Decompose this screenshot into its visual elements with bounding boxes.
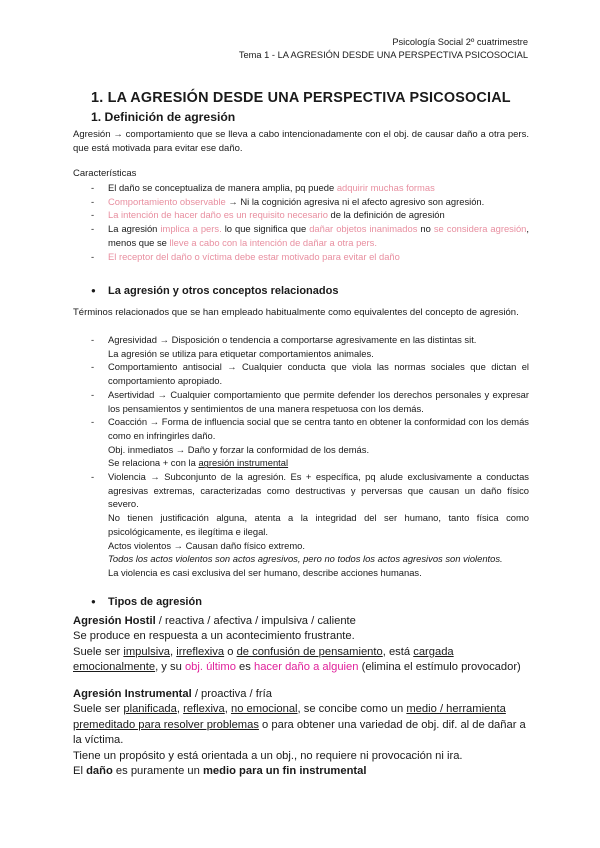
item-text: no bbox=[417, 223, 434, 235]
highlight-text: adquirir muchas formas bbox=[336, 182, 435, 193]
highlight-text: se considera agresión bbox=[433, 223, 527, 235]
hostil-description: Suele ser impulsiva, irreflexiva o de confusión de pensamiento, está cargada emocionalmente, y su obj. último es hacer daño a alguien (elimina el estímulo provocador) bbox=[73, 645, 521, 674]
header-topic: Tema 1 - LA AGRESIÓN DESDE UNA PERSPECTIVA PSICOSOCIAL bbox=[238, 49, 528, 60]
list-item: - El receptor del daño o víctima debe estar motivado para evitar el daño bbox=[91, 250, 400, 262]
highlight-text: La intención de hacer daño es un requisito necesario bbox=[108, 209, 328, 221]
list-item: - Coacción → Forma de influencia social que se centra tanto en obtener la conformidad con los demás como en infringirles daño. Obj. inmediatos → Daño y forzar la conformidad de los demás. Se relaciona + con la agresión instrumental bbox=[91, 416, 529, 469]
section-heading-tipos bbox=[91, 596, 202, 608]
header-course: Psicología Social 2º cuatrimestre bbox=[392, 37, 528, 47]
definition-paragraph: Agresión → comportamiento que se lleva a cabo intencionadamente con el obj. de causar daño a otra pers. que está motivada para evitar ese daño. bbox=[73, 129, 529, 154]
highlight-text: dañar objetos inanimados bbox=[309, 223, 418, 235]
item-text: El daño se conceptualiza de manera amplia, pq puede bbox=[108, 182, 337, 193]
item-text: Coacción → Forma de influencia social que se centra tanto en obtener la conformidad con los demás como en infringirles daño. bbox=[108, 416, 529, 441]
highlight-text: El receptor del daño o víctima debe estar motivado para evitar el daño bbox=[108, 250, 400, 262]
item-extra: La violencia es casi exclusiva del ser humano, describe acciones humanas. bbox=[108, 566, 422, 578]
underlined-text: agresión instrumental bbox=[198, 457, 289, 469]
item-text: , menos que se bbox=[108, 223, 529, 248]
item-extra: No tienen justificación alguna, atenta a la integridad del ser humano, tanto física como psicológicamente, es ilegítima e ilegal. bbox=[108, 512, 529, 537]
hostil-block bbox=[73, 614, 533, 676]
conceptos-intro: Términos relacionados que se han empleado habitualmente como equivalentes del concepto de agresión. bbox=[73, 307, 519, 318]
item-text: La agresión bbox=[108, 223, 161, 235]
instrumental-title: Agresión Instrumental / proactiva / fría bbox=[73, 688, 272, 700]
item-text: Agresividad → Disposición o tendencia a comportarse agresivamente en las distintas sit. bbox=[108, 334, 477, 345]
heading-text: La agresión y otros conceptos relacionados bbox=[108, 285, 339, 297]
highlight-text: Comportamiento observable bbox=[108, 195, 226, 207]
list-item: - La agresión implica a pers. lo que significa que dañar objetos inanimados no se considera agresión, menos que se lleve a cabo con la intención de dañar a otra pers. bbox=[91, 223, 529, 248]
item-text: Asertividad → Cualquier comportamiento que permite defender los derechos personales y expresar los pensamientos y sentimientos de una manera respetuosa con los demás. bbox=[108, 388, 529, 414]
list-item: - La intención de hacer daño es un requisito necesario de la definición de agresión bbox=[91, 209, 445, 221]
bullet-icon: ● bbox=[91, 286, 96, 295]
item-extra: La agresión se utiliza para etiquetar comportamientos animales. bbox=[108, 347, 374, 359]
list-item: - Comportamiento antisocial → Cualquier conducta que viola las normas sociales que dictan el comportamiento apropiado. bbox=[91, 361, 529, 387]
item-text: → Ni la cognición agresiva ni el afecto agresivo son agresión. bbox=[225, 195, 485, 207]
highlight-text: implica a pers. bbox=[160, 223, 222, 235]
item-text: lo que significa que bbox=[221, 223, 310, 235]
item-extra: Obj. inmediatos → Daño y forzar la conformidad de los demás. bbox=[108, 443, 370, 455]
instrumental-conclusion: El daño es puramente un medio para un fin instrumental bbox=[73, 765, 367, 778]
instrumental-description: Suele ser planificada, reflexiva, no emocional, se concibe como un medio / herramienta premeditado para resolver problemas o para obtener una variedad de obj. dif. al de dañar a la víctima. bbox=[73, 703, 526, 747]
list-item: - Asertividad → Cualquier comportamiento que permite defender los derechos personales y expresar los pensamientos y sentimientos de una manera respetuosa con los demás. bbox=[91, 388, 529, 414]
page-title: 1. LA AGRESIÓN DESDE UNA PERSPECTIVA PSICOSOCIAL bbox=[91, 90, 511, 106]
item-extra: Se relaciona + con la bbox=[108, 457, 199, 469]
hostil-title: Agresión Hostil / reactiva / afectiva / impulsiva / caliente bbox=[73, 615, 356, 627]
section-title-definicion: 1. Definición de agresión bbox=[91, 110, 236, 124]
list-item: - Agresividad → Disposición o tendencia a comportarse agresivamente en las distintas sit. La agresión se utiliza para etiquetar comportamientos animales. bbox=[91, 334, 477, 359]
section-heading-conceptos bbox=[91, 285, 338, 297]
item-extra: Actos violentos → Causan daño físico extremo. bbox=[108, 539, 305, 551]
caracteristicas-list bbox=[91, 181, 529, 263]
hostil-line: Se produce en respuesta a un acontecimiento frustrante. bbox=[73, 630, 355, 643]
list-item: - El daño se conceptualiza de manera amplia, pq puede adquirir muchas formas bbox=[91, 182, 435, 193]
instrumental-block bbox=[73, 687, 533, 779]
heading-text: Tipos de agresión bbox=[108, 596, 202, 608]
conceptos-list bbox=[91, 333, 529, 580]
item-text: de la definición de agresión bbox=[327, 209, 445, 221]
bullet-icon: ● bbox=[91, 597, 96, 606]
instrumental-line: Tiene un propósito y está orientada a un obj., no requiere ni provocación ni ira. bbox=[73, 749, 463, 762]
highlight-text: lleve a cabo con la intención de dañar a otra pers. bbox=[169, 236, 377, 248]
item-text: Comportamiento antisocial → Cualquier conducta que viola las normas sociales que dictan el comportamiento apropiado. bbox=[108, 361, 529, 387]
list-item: - Violencia → Subconjunto de la agresión. Es + específica, pq alude exclusivamente a conductas agresivas extremas, caracterizadas como destructivas y perversas que causan un daño físico severo. No tienen justificación alguna, atenta a la integridad del ser humano, tanto física como psicológicamente, es ilegítima e ilegal. Actos violentos → Causan daño físico extremo. Todos los actos violentos son actos agresivos, pero no todos los actos agresivos son violentos. La violencia es casi exclusiva del ser humano, describe acciones humanas. bbox=[91, 471, 529, 578]
caracteristicas-heading: Características bbox=[73, 168, 137, 179]
item-text: Violencia → Subconjunto de la agresión. Es + específica, pq alude exclusivamente a conductas agresivas extremas, caracterizadas como destructivas y perversas que causan un daño físico severo. bbox=[108, 471, 529, 510]
page-header bbox=[239, 36, 528, 61]
list-item: - Comportamiento observable → Ni la cognición agresiva ni el afecto agresivo son agresión. bbox=[91, 195, 485, 207]
italic-text: Todos los actos violentos son actos agresivos, pero no todos los actos agresivos son violentos. bbox=[108, 553, 503, 565]
